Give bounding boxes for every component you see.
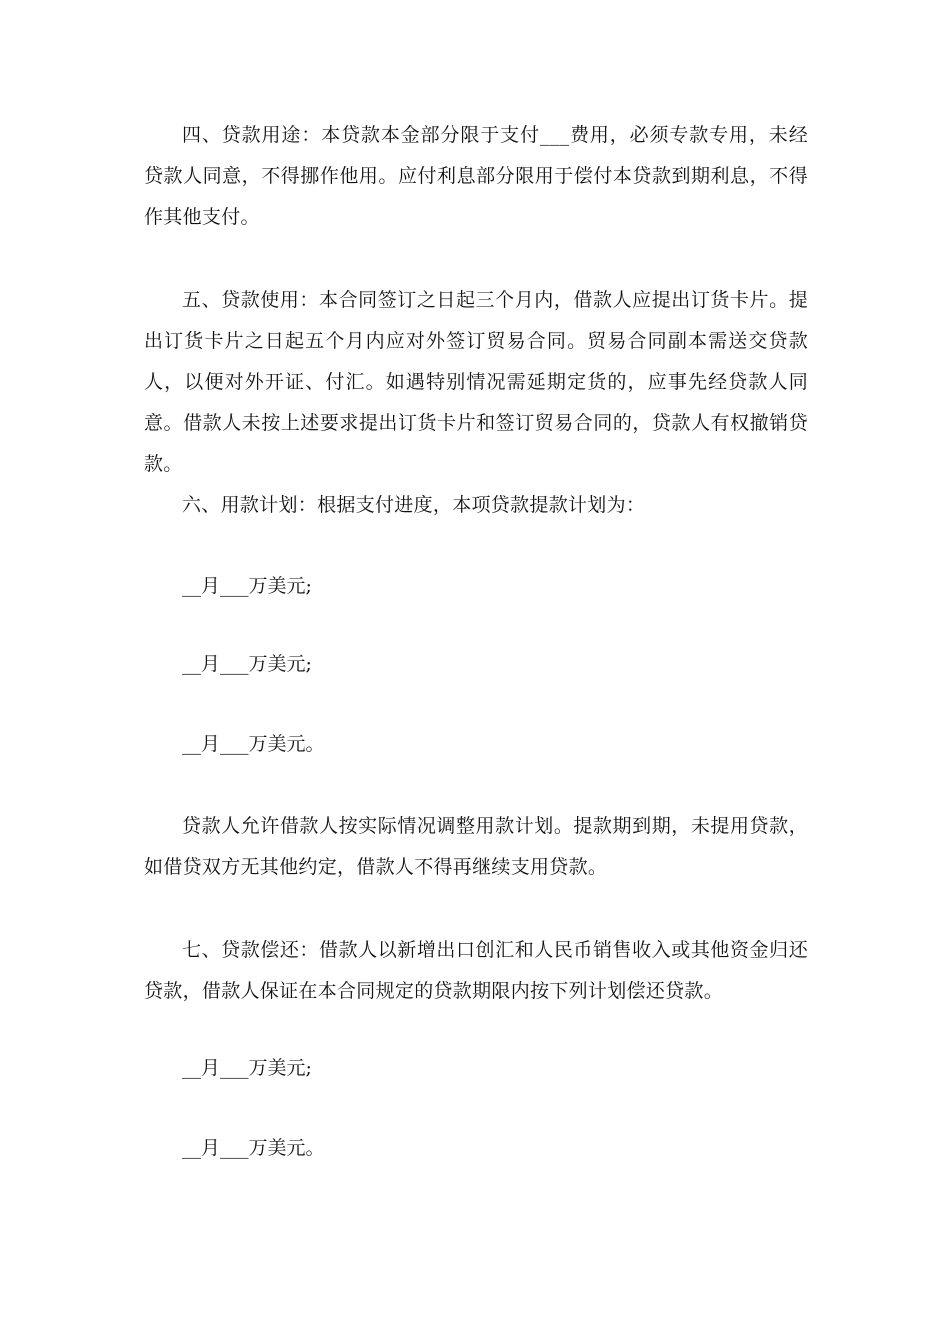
repayment-plan-line-2: __月___万美元。 [182,1137,325,1159]
drawdown-plan-line-1: __月___万美元; [182,575,312,597]
drawdown-plan-line-3: __月___万美元。 [182,733,325,755]
clause-5-loan-use: 五、贷款使用：本合同签订之日起三个月内，借款人应提出订货卡片。提出订货卡片之日起五个月内应对外签订贸易合同。贸易合同副本需送交贷款人，以便对外开证、付汇。如遇特别情况需延期定货的，应事先经贷款人同意。借款人未按上述要求提出订货卡片和签订贸易合同的，贷款人有权撤销贷款。 [144,289,808,475]
clause-6-drawdown-plan: 六、用款计划：根据支付进度，本项贷款提款计划为： [182,494,646,516]
clause-4-loan-purpose: 四、贷款用途：本贷款本金部分限于支付___费用，必须专款专用，未经贷款人同意，不得挪作他用。应付利息部分限用于偿付本贷款到期利息，不得作其他支付。 [144,124,808,228]
drawdown-adjustment-paragraph: 贷款人允许借款人按实际情况调整用款计划。提款期到期，未提用贷款，如借贷双方无其他约定，借款人不得再继续支用贷款。 [144,815,808,878]
drawdown-plan-line-2: __月___万美元; [182,653,312,675]
repayment-plan-line-1: __月___万美元; [182,1057,312,1079]
clause-7-loan-repayment: 七、贷款偿还：借款人以新增出口创汇和人民币销售收入或其他资金归还贷款，借款人保证在本合同规定的贷款期限内按下列计划偿还贷款。 [144,939,808,1002]
